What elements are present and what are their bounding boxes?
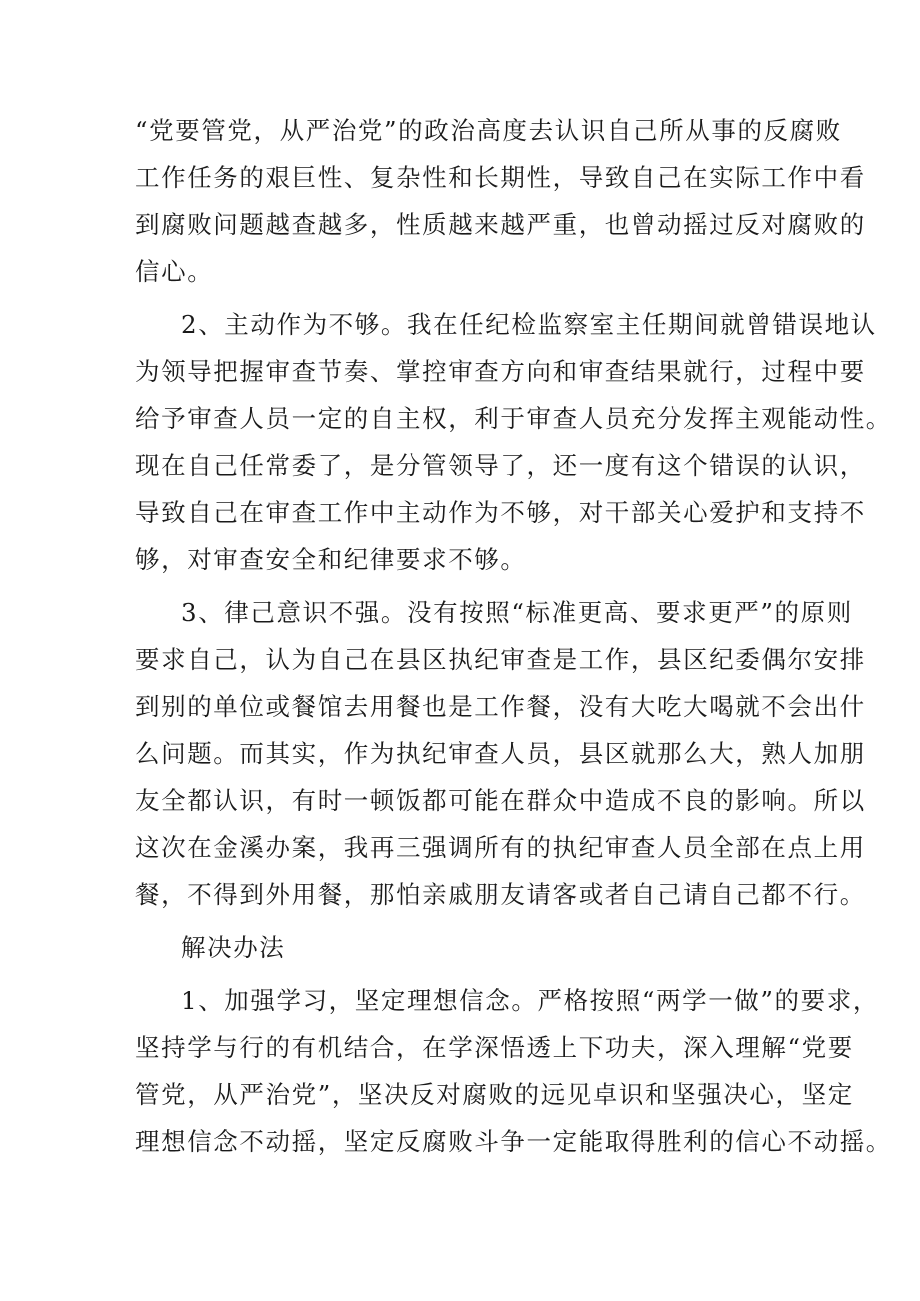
text-line: 1、加强学习，坚定理想信念。严格按照“两学一做”的要求， [181, 986, 879, 1015]
text-line: 这次在金溪办案，我再三强调所有的执纪审查人员全部在点上用 [135, 833, 866, 862]
text-line: 3、律己意识不强。没有按照“标准更高、要求更严”的原则 [181, 598, 853, 627]
text-line: 餐，不得到外用餐，那怕亲戚朋友请客或者自己请自己都不行。 [135, 880, 866, 909]
text-line: 工作任务的艰巨性、复杂性和长期性，导致自己在实际工作中看 [135, 163, 866, 192]
text-line: 到别的单位或餐馆去用餐也是工作餐，没有大吃大喝就不会出什 [135, 692, 866, 721]
text-line: 为领导把握审查节奏、掌控审查方向和审查结果就行，过程中要 [135, 357, 866, 386]
text-line: 导致自己在审查工作中主动作为不够，对干部关心爱护和支持不 [135, 498, 866, 527]
text-line: 2、主动作为不够。我在任纪检监察室主任期间就曾错误地认 [181, 310, 877, 339]
text-line: 坚持学与行的有机结合，在学深悟透上下功夫，深入理解“党要 [135, 1033, 854, 1062]
text-line: 够，对审查安全和纪律要求不够。 [135, 545, 527, 574]
text-line: 要求自己，认为自己在县区执纪审查是工作，县区纪委偶尔安排 [135, 645, 866, 674]
text-line: 现在自己任常委了，是分管领导了，还一度有这个错误的认识， [135, 451, 866, 480]
text-line: 友全都认识，有时一顿饭都可能在群众中造成不良的影响。所以 [135, 786, 866, 815]
text-line: 给予审查人员一定的自主权，利于审查人员充分发挥主观能动性。 [135, 404, 892, 433]
text-line: 管党，从严治党”，坚决反对腐败的远见卓识和坚强决心，坚定 [135, 1080, 854, 1109]
text-line: 么问题。而其实，作为执纪审查人员，县区就那么大，熟人加朋 [135, 739, 866, 768]
text-line: “党要管党，从严治党”的政治高度去认识自己所从事的反腐败 [135, 116, 842, 145]
text-line: 信心。 [135, 257, 214, 286]
text-line: 理想信念不动摇，坚定反腐败斗争一定能取得胜利的信心不动摇。 [135, 1127, 892, 1156]
text-line: 到腐败问题越查越多，性质越来越严重，也曾动摇过反对腐败的 [135, 210, 866, 239]
section-heading: 解决办法 [181, 933, 286, 962]
